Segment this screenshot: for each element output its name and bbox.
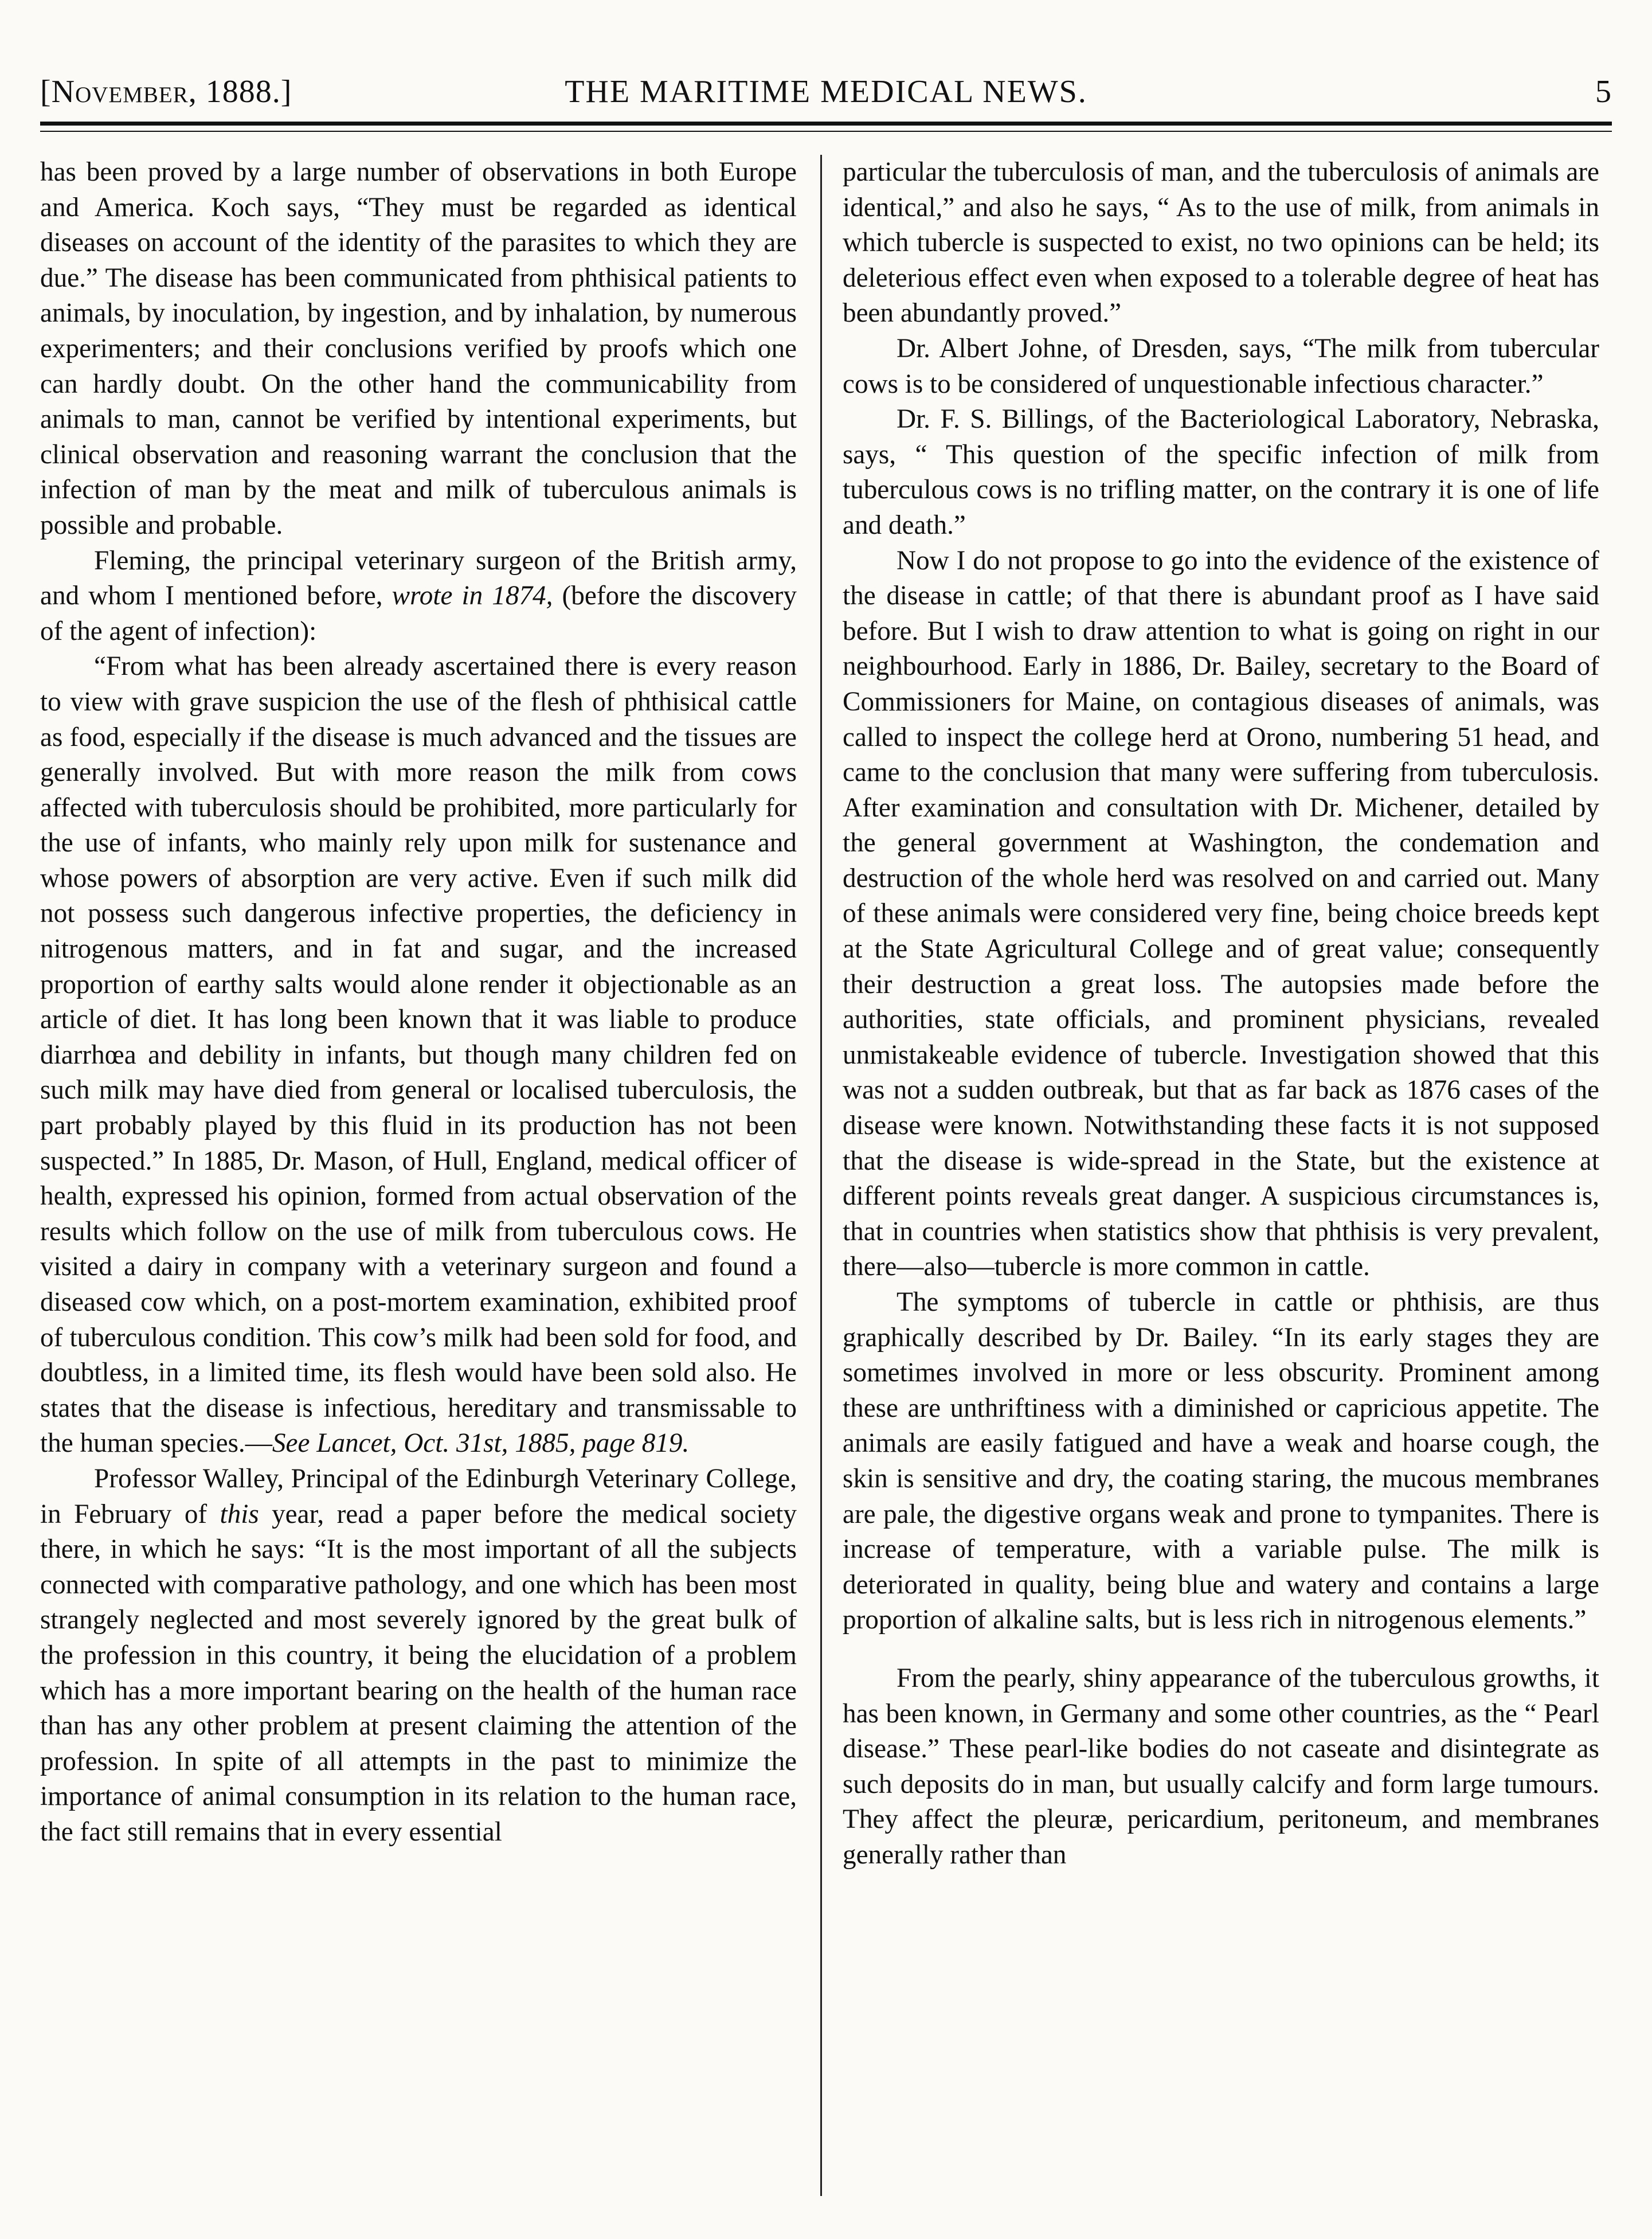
citation-lancet: See Lancet, Oct. 31st, 1885, page 819. (272, 1428, 690, 1459)
paragraph-johne: Dr. Albert Johne, of Dresden, says, “The milk from tubercular cows is to be considered of unquestionable infectious character.” (843, 333, 1599, 399)
paragraph-fleming-quote (40, 649, 797, 1462)
journal-title: THE MARITIME MEDICAL NEWS. (565, 74, 1087, 110)
text-run: “From what has been already ascertained there is every reason to view with grave suspicion the use of the flesh of phthisical cattle as food, especially if the disease is much advanced and the tissues are generally involved. But with more reason the milk from cows affected with tuberculosis should be prohibited, more particularly for the use of infants, who mainly rely upon milk for sustenance and whose powers of absorption are very active. Even if such milk did not possess such dangerous infective properties, the deficiency in nitrogenous matters, and in fat and sugar, and the increased proportion of earthy salts would alone render it objectionable as an article of diet. It has long been known that it was liable to produce diarrhœa and debility in infants, but though many children fed on such milk may have died from general or localised tuberculosis, the part probably played by this fluid in its production has not been suspected.” In 1885, Dr. Mason, of Hull, England, medical officer of health, expressed his opinion, formed from actual observation of the results which follow on the use of milk from tuberculous cows. He visited a dairy in company with a veterinary surgeon and found a diseased cow which, on a post-mortem examination, exhibited proof of tuberculous condition. This cow’s milk had been sold for food, and doubtless, in a limited time, its flesh would have been sold also. He states that the disease is infectious, hereditary and transmissable to the human species.— (40, 651, 797, 1459)
right-column (843, 155, 1599, 2196)
issue-date: [November, 1888.] (40, 74, 292, 110)
paragraph-fleming (40, 544, 797, 650)
paragraph-billings: Dr. F. S. Billings, of the Bacteriological Laboratory, Nebraska, says, “ This question of the specific infection of milk from tuberculous cows is no trifling matter, on the contrary it is one of life and death.” (843, 404, 1599, 540)
page-header (40, 69, 1612, 115)
header-rule-thick (40, 122, 1612, 126)
page-number: 5 (1595, 74, 1612, 110)
paragraph-symptoms: The symptoms of tubercle in cattle or phthisis, are thus graphically described by Dr. Bailey. “In its early stages they are sometimes involved in more or less obscurity. Prominent among these are unthriftiness with a diminished or capricious appetite. The animals are easily fatigued and have a weak and hoarse cough, the skin is sensitive and dry, the coating staring, the mucous membranes are pale, the digestive organs weak and prone to tympanites. There is increase of temperature, with a variable pulse. The milk is deteriorated in quality, being blue and watery and contains a large proportion of alkaline salts, but is less rich in nitrogenous elements.” (843, 1287, 1599, 1635)
paragraph-walley-continued: particular the tuberculosis of man, and the tuberculosis of animals are identical,” and also he says, “ As to the use of milk, from animals in which tubercle is suspected to exist, no two opinions can be held; its deleterious effect even when exposed to a tolerable degree of heat has been abundantly proved.” (843, 157, 1599, 329)
text-run: Professor Walley, Principal of the Edinburgh Veterinary College, in February of (40, 1463, 797, 1529)
text-run: year, read a paper before the medical society there, in which he says: “It is the most important of all the subjects connected with comparative pathology, and one which has been most strangely neglected and most severely ignored by the great bulk of the profession in this country, it being the elucidation of a problem which has a more important bearing on the health of the human race than has any other problem at present claiming the attention of the profession. In spite of all attempts in the past to minimize the importance of animal consumption in its relation to the human race, the fact still remains that in every essential (40, 1499, 797, 1847)
header-rule-thin (40, 131, 1612, 132)
italic-run: this (220, 1499, 259, 1529)
text-run: Fleming, the principal veterinary surgeon of the British army, and whom I mentioned before, (40, 545, 797, 611)
text-run: (before the discovery of the agent of infection): (40, 581, 797, 646)
paragraph-koch: has been proved by a large number of observations in both Europe and America. Koch says, “They must be regarded as identical diseases on account of the identity of the parasites to which they are due.” The disease has been communicated from phthisical patients to animals, by inoculation, by ingestion, and by inhalation, by numerous experimenters; and their conclusions verified by proofs which one can hardly doubt. On the other hand the communicability from animals to man, cannot be verified by intentional experiments, but clinical observation and reasoning warrant the conclusion that the infection of man by the meat and milk of tuberculous animals is possible and probable. (40, 157, 797, 540)
paragraph-maine-herd: Now I do not propose to go into the evidence of the existence of the disease in cattle; of that there is abundant proof as I have said before. But I wish to draw attention to what is going on right in our neighbourhood. Early in 1886, Dr. Bailey, secretary to the Board of Commissioners for Maine, on contagious diseases of animals, was called to inspect the college herd at Orono, numbering 51 head, and came to the conclusion that many were suffering from tuberculosis. After examination and consultation with Dr. Michener, detailed by the general government at Washington, the condemation and destruction of the whole herd was resolved on and carried out. Many of these animals were considered very fine, being choice breeds kept at the State Agricultural College and of great value; consequently their destruction a great loss. The autopsies made before the authorities, state officials, and prominent physicians, revealed unmistakeable evidence of tubercle. Investigation showed that this was not a sudden outbreak, but that as far back as 1876 cases of the disease were known. Notwithstanding these facts it is not supposed that the disease is wide-spread in the State, but the existence at different points reveals great danger. A suspicious circumstances is, that in countries when statistics show that phthisis is very prevalent, there—also—tubercle is more common in cattle. (843, 545, 1599, 1282)
paragraph-walley (40, 1462, 797, 1850)
italic-run: wrote in 1874, (392, 581, 553, 611)
left-column (40, 155, 797, 2196)
paragraph-pearl-disease: From the pearly, shiny appearance of the tuberculous growths, it has been known, in Germany and some other countries, as the “ Pearl disease.” These pearl-like bodies do not caseate and disintegrate as such deposits do in man, but usually calcify and form large tumours. They affect the pleuræ, pericardium, peritoneum, and membranes generally rather than (843, 1663, 1599, 1870)
column-divider (820, 155, 822, 2196)
